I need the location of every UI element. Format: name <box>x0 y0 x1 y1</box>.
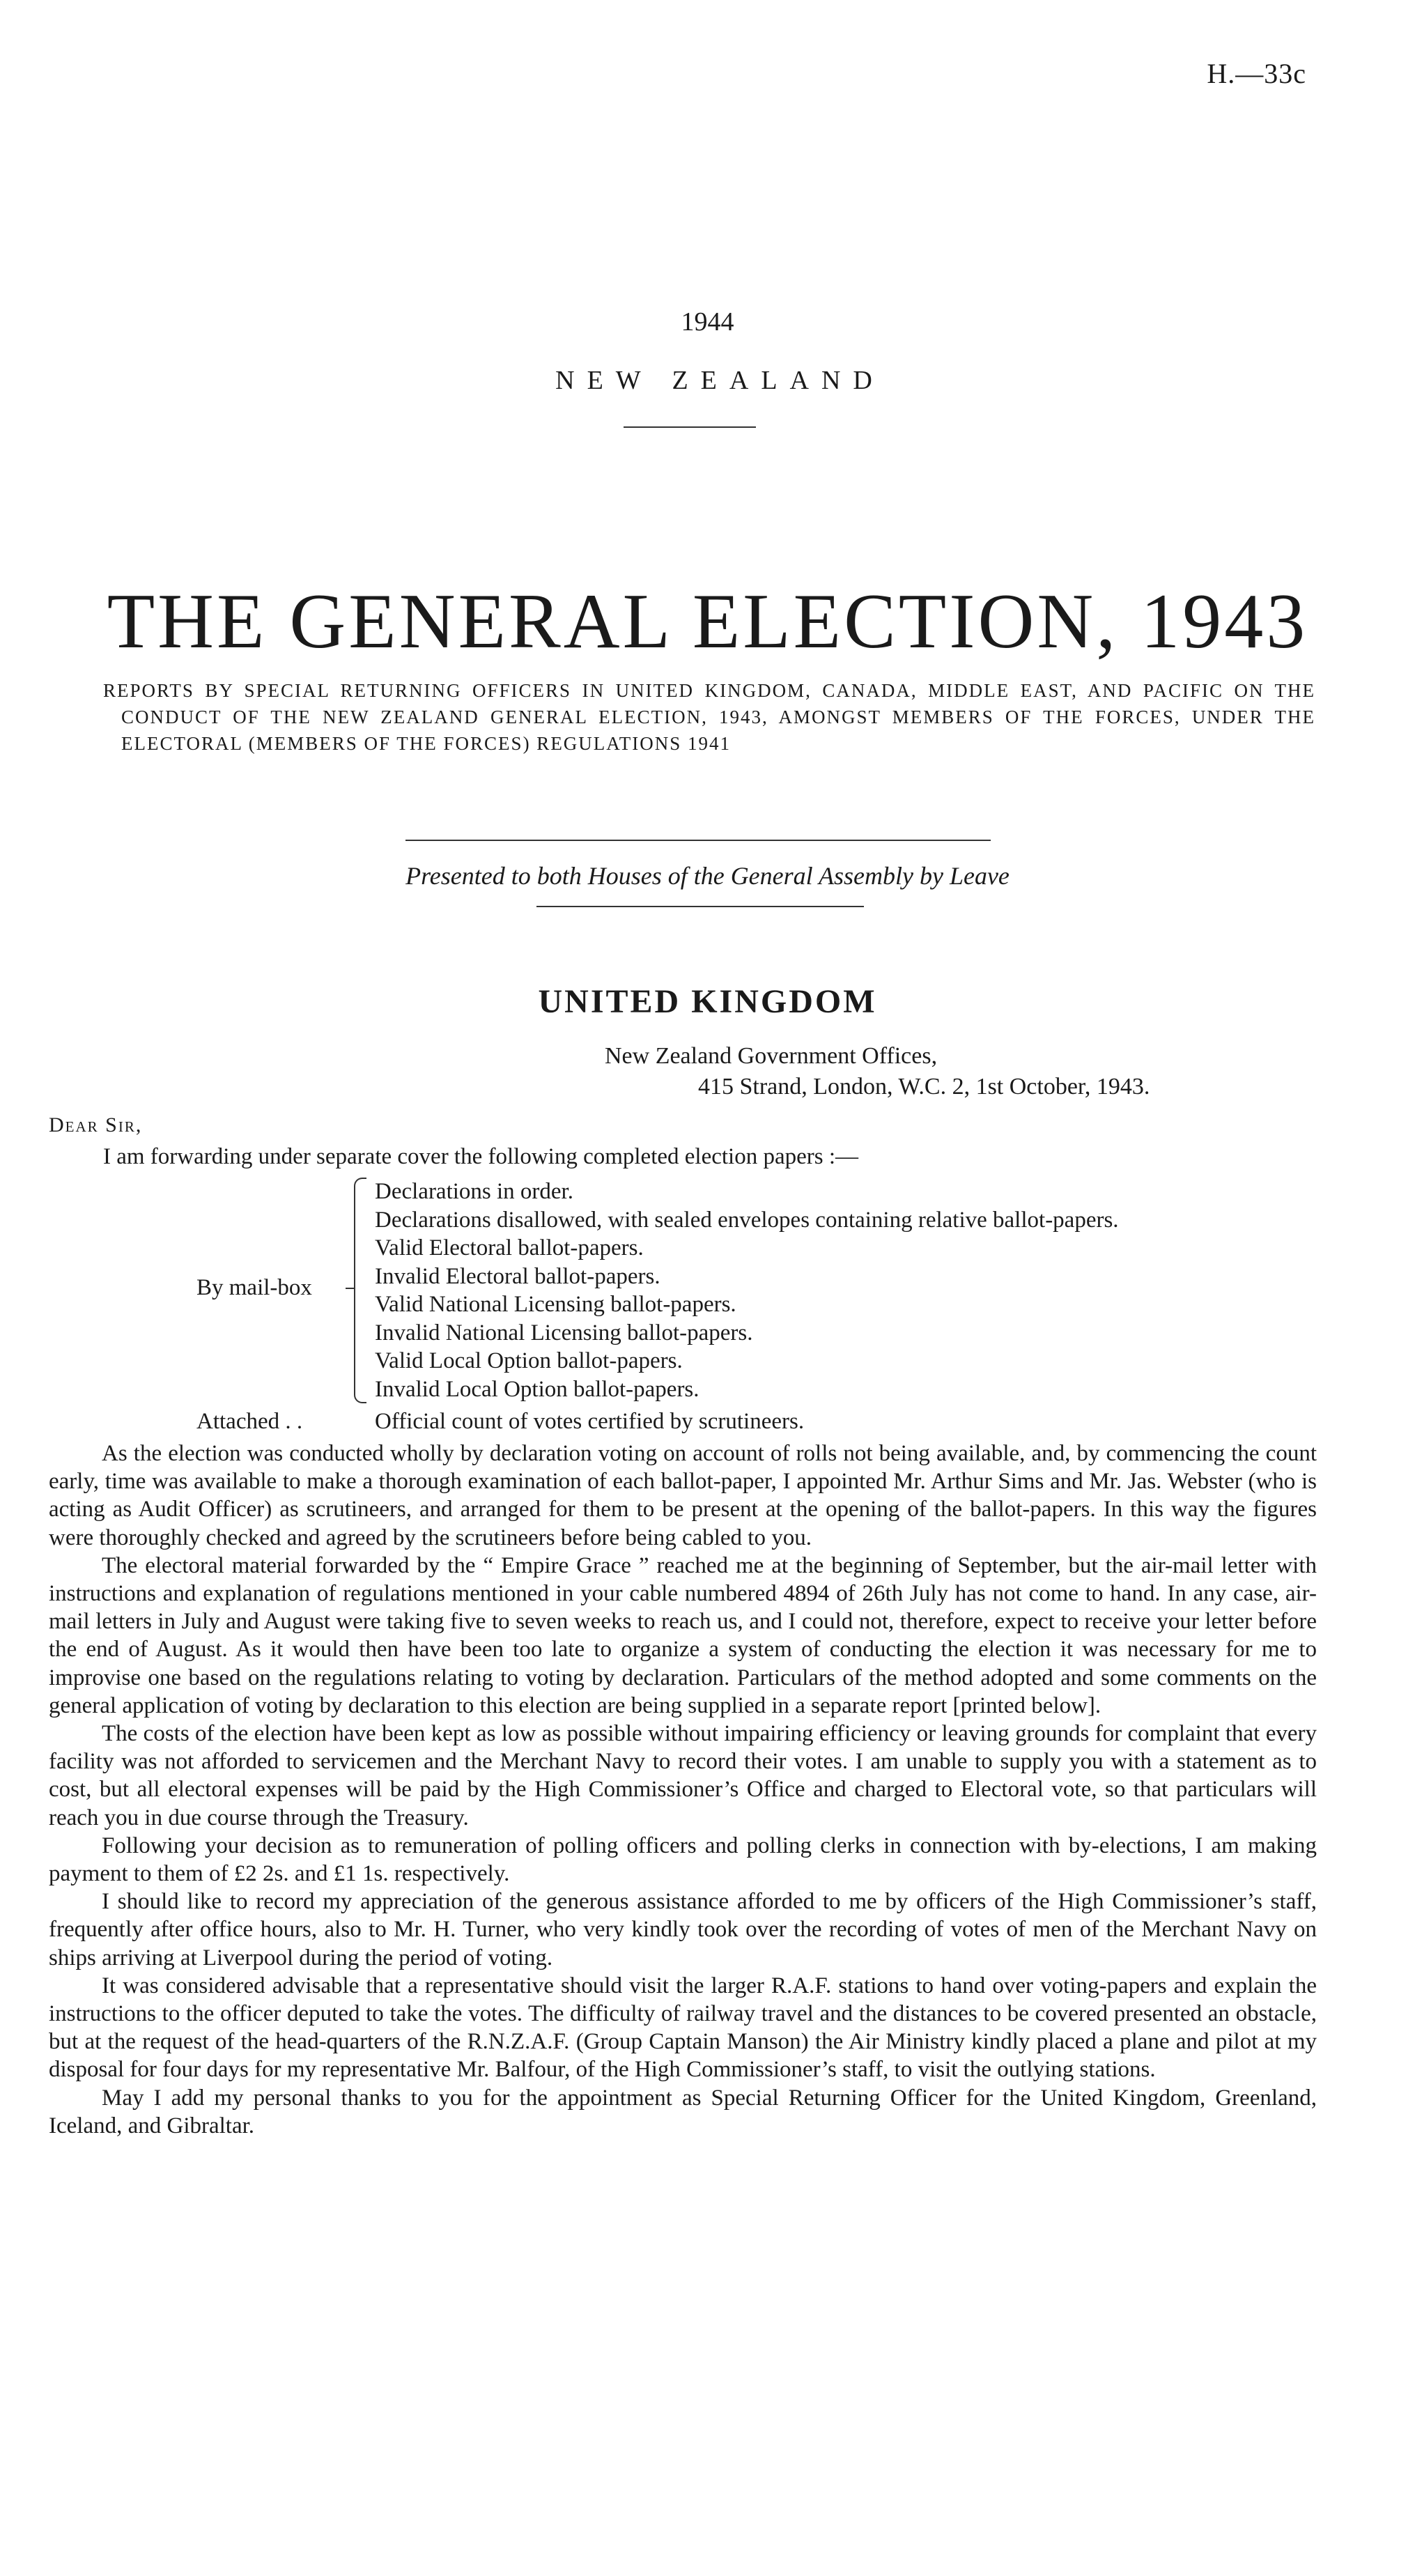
body-paragraph: May I add my personal thanks to you for the appointment as Special Returning Officer for the United Kingdom, Greenland, Iceland, and Gibraltar. <box>49 2085 1317 2138</box>
document-subtitle: REPORTS BY SPECIAL RETURNING OFFICERS IN UNITED KINGDOM, CANADA, MIDDLE EAST, AND PACIFIC ON THE CONDUCT OF THE NEW ZEALAND GENERAL ELECTION, 1943, AMONGST MEMBERS OF THE FORCES, UNDER THE ELECTORAL (MEMBERS OF THE FORCES) REGULATIONS 1941 <box>103 680 1315 754</box>
body-paragraph: The costs of the election have been kept as low as possible without impairing efficiency or leaving grounds for complaint that every facility was not afforded to servicemen and the Merchant Navy to record their votes. I am unable to supply you with a statement as to cost, but all electoral expenses will be paid by the High Commissioner’s Office and charged to Electoral vote, so that particulars will reach you in due course through the Treasury. <box>49 1721 1317 1830</box>
divider-rule <box>405 840 991 841</box>
section-heading: UNITED KINGDOM <box>538 983 877 1020</box>
list-item: Valid National Licensing ballot-papers. <box>375 1292 736 1317</box>
country-heading: NEW ZEALAND <box>555 366 885 395</box>
list-item: Declarations in order. <box>375 1179 573 1204</box>
body-paragraph: Following your decision as to remuneration of polling officers and polling clerks in connection with by-elections, I am making payment to them of £2 2s. and £1 1s. respectively. <box>49 1833 1317 1887</box>
letter-body <box>49 1440 1317 2140</box>
list-item: Invalid Electoral ballot-papers. <box>375 1263 660 1289</box>
list-item: Valid Local Option ballot-papers. <box>375 1348 683 1373</box>
body-paragraph: The electoral material forwarded by the “ Empire Grace ” reached me at the beginning of September, but the air-mail letter with instructions and explanation of regulations mentioned in your cable numbered 4894 of 26th July has not come to hand. In any case, air-mail letters in July and August were taking five to seven weeks to reach us, and I could not, therefore, expect to receive your letter before the end of August. As it would then have been too late to organize a system of conducting the election it was necessary for me to improvise one based on the regulations relating to voting by declaration. Particulars of the method adopted and some comments on the general application of voting by declaration to this election are being supplied in a separate report [printed below]. <box>49 1552 1317 1718</box>
brace-tip <box>346 1288 354 1289</box>
address-line: New Zealand Government Offices, <box>605 1043 938 1069</box>
list-item: Invalid National Licensing ballot-papers. <box>375 1320 753 1345</box>
address-date-line: 415 Strand, London, W.C. 2, 1st October, 1943. <box>698 1074 1150 1100</box>
body-paragraph: As the election was conducted wholly by declaration voting on account of rolls not being available, and, by commencing the count early, time was available to make a thorough examination of each ballot-paper, I appointed Mr. Arthur Sims and Mr. Jas. Webster (who is acting as Audit Officer) as scrutineers, and arranged for them to be present at the opening of the ballot-papers. In this way the figures were thoroughly checked and agreed by the scrutineers before being cabled to you. <box>49 1441 1317 1550</box>
publication-year: 1944 <box>681 307 734 337</box>
list-item: Invalid Local Option ballot-papers. <box>375 1376 699 1402</box>
attached-label: Attached . . <box>196 1409 303 1434</box>
divider-rule <box>536 906 864 907</box>
document-title: THE GENERAL ELECTION, 1943 <box>107 578 1308 665</box>
body-paragraph: It was considered advisable that a representative should visit the larger R.A.F. stations to hand over voting-papers and explain the instructions to the officer deputed to take the votes. The difficulty of railway travel and the distances to be covered presented an obstacle, but at the request of the head-quarters of the R.N.Z.A.F. (Group Captain Manson) the Air Ministry kindly placed a plane and pilot at my disposal for four days for my representative Mr. Balfour, of the High Commissioner’s staff, to visit the outlying stations. <box>49 1973 1317 2083</box>
intro-line: I am forwarding under separate cover the following completed election papers :— <box>103 1144 859 1169</box>
mailbox-label: By mail-box <box>196 1275 312 1300</box>
divider-rule <box>624 426 756 428</box>
brace-bracket <box>354 1178 366 1403</box>
attached-value: Official count of votes certified by scrutineers. <box>375 1409 805 1434</box>
list-item: Declarations disallowed, with sealed envelopes containing relative ballot-papers. <box>375 1207 1119 1233</box>
page-number: H.—33c <box>1207 58 1306 89</box>
enclosure-list <box>375 1178 1119 1403</box>
presented-note: Presented to both Houses of the General Assembly by Leave <box>405 862 1010 890</box>
body-paragraph: I should like to record my appreciation of the generous assistance afforded to me by officers of the High Commissioner’s staff, frequently after office hours, also to Mr. H. Turner, who very kindly took over the recording of votes of men of the Merchant Navy on ships arriving at Liverpool during the period of voting. <box>49 1889 1317 1970</box>
salutation: Dear Sir, <box>49 1113 143 1136</box>
list-item: Valid Electoral ballot-papers. <box>375 1235 644 1260</box>
